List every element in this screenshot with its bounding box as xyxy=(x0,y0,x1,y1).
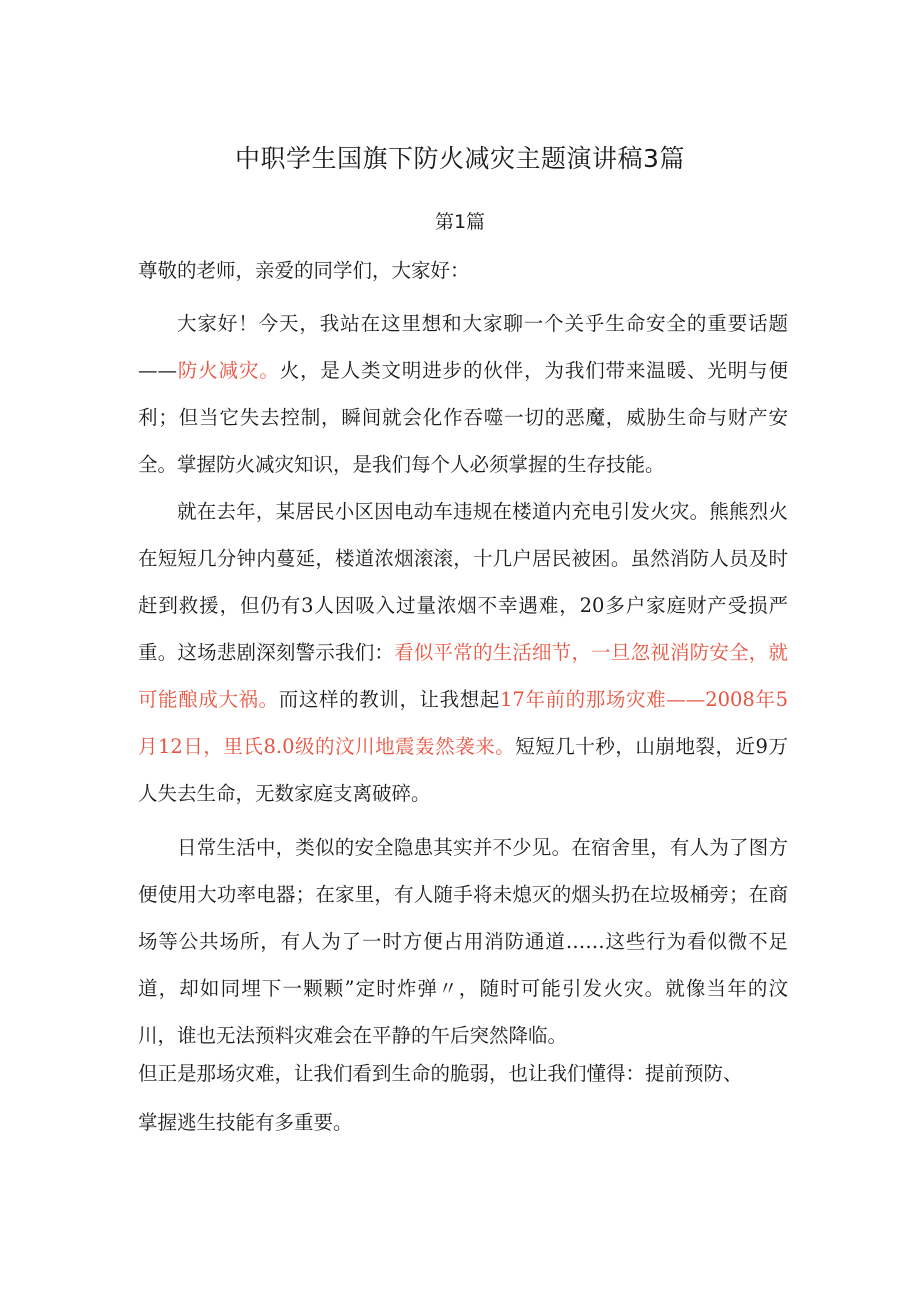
paragraph-1 xyxy=(138,300,788,488)
paragraph-2 xyxy=(138,488,788,817)
document-title: 中职学生国旗下防火减灾主题演讲稿3篇 xyxy=(235,144,685,173)
highlighted-text: 17年前的那场灾难——2008年5月12日，里氏8.0级的汶川地震轰然袭来。 xyxy=(138,688,788,758)
salutation: 尊敬的老师，亲爱的同学们，大家好： xyxy=(138,259,470,282)
paragraph-text: 短短几十秒，山崩地裂，近9万人失去生命，无数家庭支离破碎。 xyxy=(138,735,788,805)
paragraph-3 xyxy=(138,824,788,1059)
paragraph-text: 就在去年，某居民小区因电动车违规在楼道内充电引发火灾。熊熊烈火在短短几分钟内蔓延，楼道浓烟滚滚，十几户居民被困。虽然消防人员及时赶到救援，但仍有3人因吸入过量浓烟不幸遇难，20多户家庭财产受损严重。这场悲剧深刻警示我们： xyxy=(138,500,788,664)
highlighted-text: 看似平常的生活细节，一旦忽视消防安全，就可能酿成大祸。 xyxy=(138,641,788,711)
closing-line-1: 但正是那场灾难，让我们看到生命的脆弱，也让我们懂得：提前预防、 xyxy=(138,1062,743,1085)
section-label: 第1篇 xyxy=(434,211,486,233)
closing-line-2: 掌握逃生技能有多重要。 xyxy=(138,1111,353,1134)
paragraph-text: 日常生活中，类似的安全隐患其实并不少见。在宿舍里，有人为了图方便使用大功率电器；在家里，有人随手将未熄灭的烟头扔在垃圾桶旁；在商场等公共场所，有人为了一时方便占用消防通道……这些行为看似微不足道，却如同埋下一颗颗”定时炸弹〃，随时可能引发火灾。就像当年的汶川，谁也无法预料灾难会在平静的午后突然降临。 xyxy=(138,836,788,1047)
paragraph-text: 而这样的教训，让我想起 xyxy=(278,688,501,711)
paragraph-text: 火，是人类文明进步的伙伴，为我们带来温暖、光明与便利；但当它失去控制，瞬间就会化作吞噬一切的恶魔，威胁生命与财产安全。掌握防火减灾知识，是我们每个人必须掌握的生存技能。 xyxy=(138,359,788,476)
highlighted-text: 防火减灾。 xyxy=(177,359,280,382)
paragraph-text: 大家好！今天，我站在这里想和大家聊一个关乎生命安全的重要话题—— xyxy=(138,312,788,382)
